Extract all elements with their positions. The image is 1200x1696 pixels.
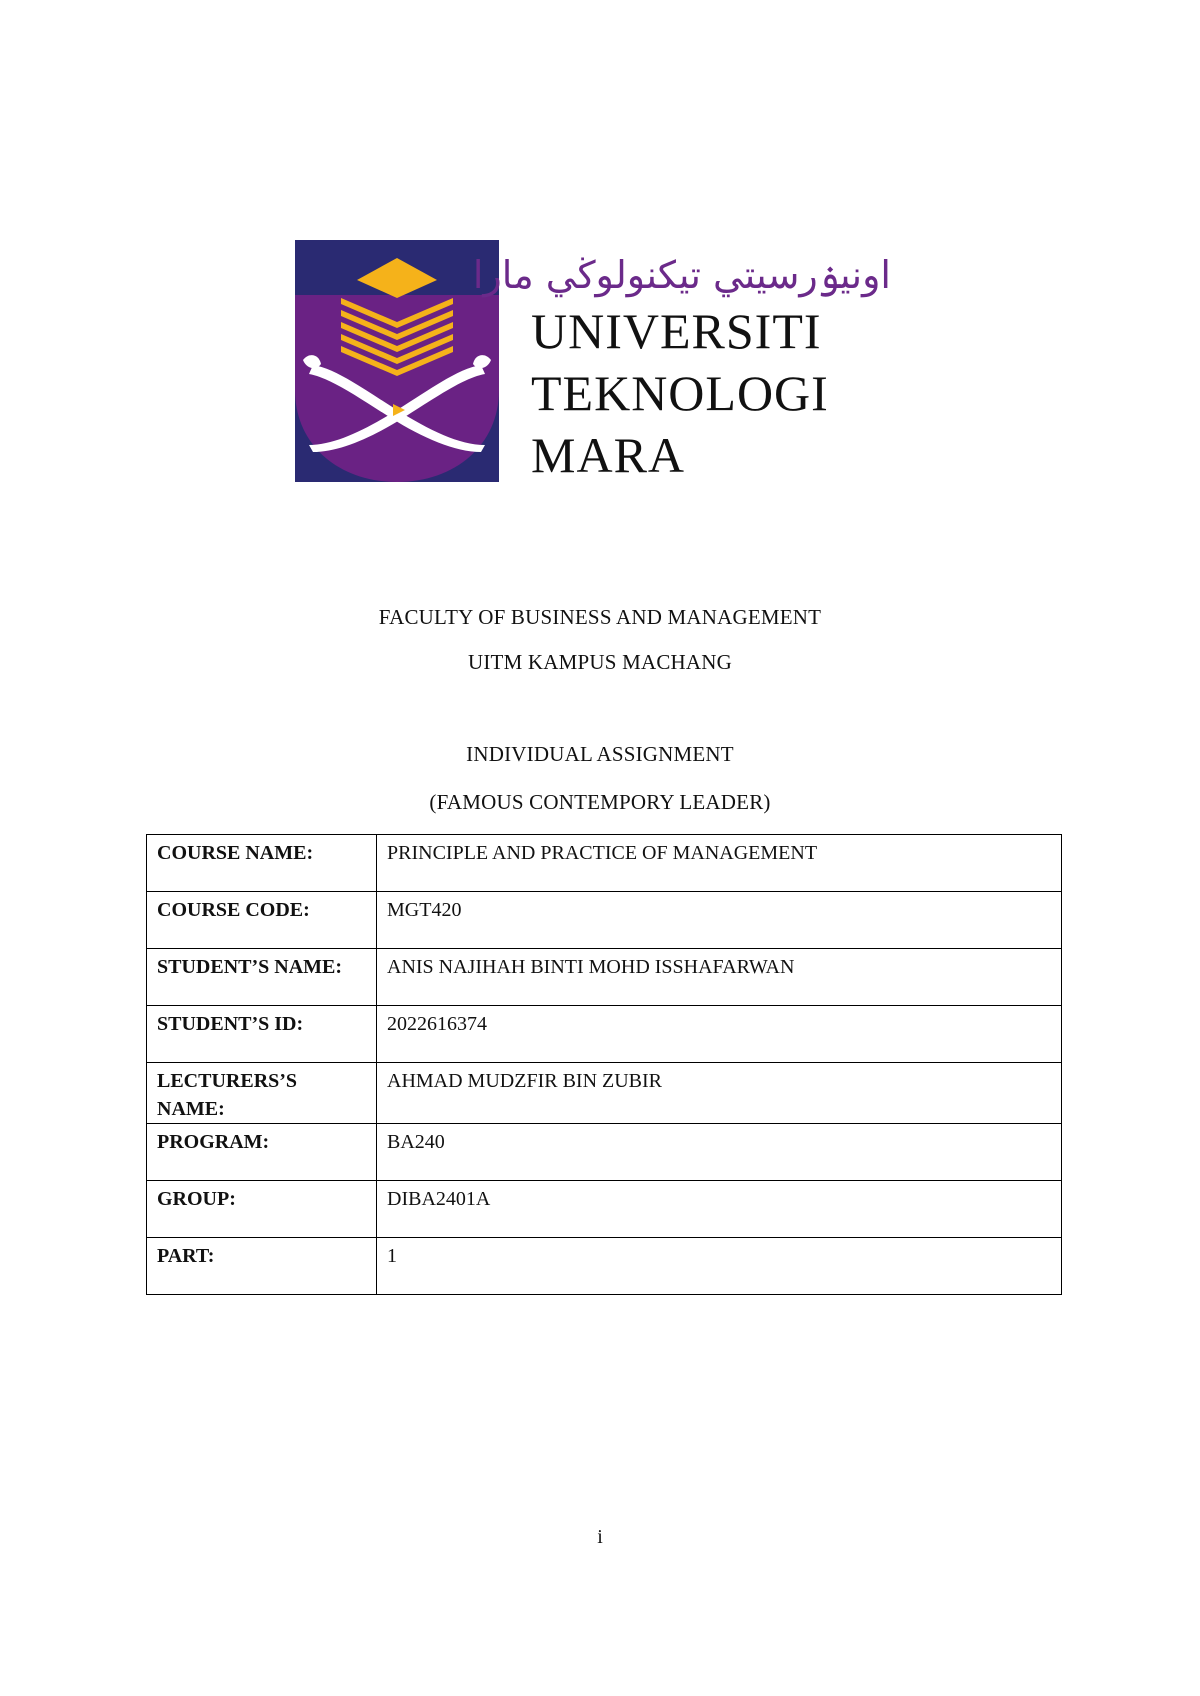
- lecturer-name-value: AHMAD MUDZFIR BIN ZUBIR: [377, 1063, 1062, 1124]
- svg-text:اونيۏرسيتي تيكنولوڬي مارا: اونيۏرسيتي تيكنولوڬي مارا: [472, 253, 891, 297]
- part-value: 1: [377, 1238, 1062, 1295]
- uitm-crest-icon: [295, 240, 499, 482]
- table-row: [147, 1181, 1062, 1238]
- lecturer-name-label: LECTURERS’S NAME:: [147, 1063, 377, 1124]
- wordmark-line-1: UNIVERSITI: [531, 303, 822, 359]
- course-code-label: COURSE CODE:: [147, 892, 377, 949]
- table-row: [147, 1124, 1062, 1181]
- table-row: [147, 949, 1062, 1006]
- assignment-topic-heading: (FAMOUS CONTEMPORY LEADER): [429, 790, 771, 814]
- part-label: PART:: [147, 1238, 377, 1295]
- campus-heading: UITM KAMPUS MACHANG: [468, 650, 732, 674]
- jawi-wordmark-icon: [472, 240, 893, 302]
- table-row: [147, 892, 1062, 949]
- table-row: [147, 1006, 1062, 1063]
- course-code-value: MGT420: [377, 892, 1062, 949]
- wordmark-line-3: MARA: [531, 427, 686, 483]
- page-number: i: [597, 1526, 603, 1548]
- group-value: DIBA2401A: [377, 1181, 1062, 1238]
- group-label: GROUP:: [147, 1181, 377, 1238]
- course-name-value: PRINCIPLE AND PRACTICE OF MANAGEMENT: [377, 835, 1062, 892]
- table-row: [147, 1238, 1062, 1295]
- assignment-type-heading: INDIVIDUAL ASSIGNMENT: [466, 742, 734, 766]
- student-name-value: ANIS NAJIHAH BINTI MOHD ISSHAFARWAN: [377, 949, 1062, 1006]
- student-id-value: 2022616374: [377, 1006, 1062, 1063]
- university-wordmark: [531, 300, 829, 486]
- table-row: [147, 835, 1062, 892]
- table-row: [147, 1063, 1062, 1124]
- assignment-details-table: [146, 834, 1062, 1295]
- faculty-heading: FACULTY OF BUSINESS AND MANAGEMENT: [378, 605, 822, 629]
- course-name-label: COURSE NAME:: [147, 835, 377, 892]
- student-id-label: STUDENT’S ID:: [147, 1006, 377, 1063]
- uitm-logo: [295, 240, 895, 482]
- program-label: PROGRAM:: [147, 1124, 377, 1181]
- student-name-label: STUDENT’S NAME:: [147, 949, 377, 1006]
- wordmark-line-2: TEKNOLOGI: [531, 365, 829, 421]
- program-value: BA240: [377, 1124, 1062, 1181]
